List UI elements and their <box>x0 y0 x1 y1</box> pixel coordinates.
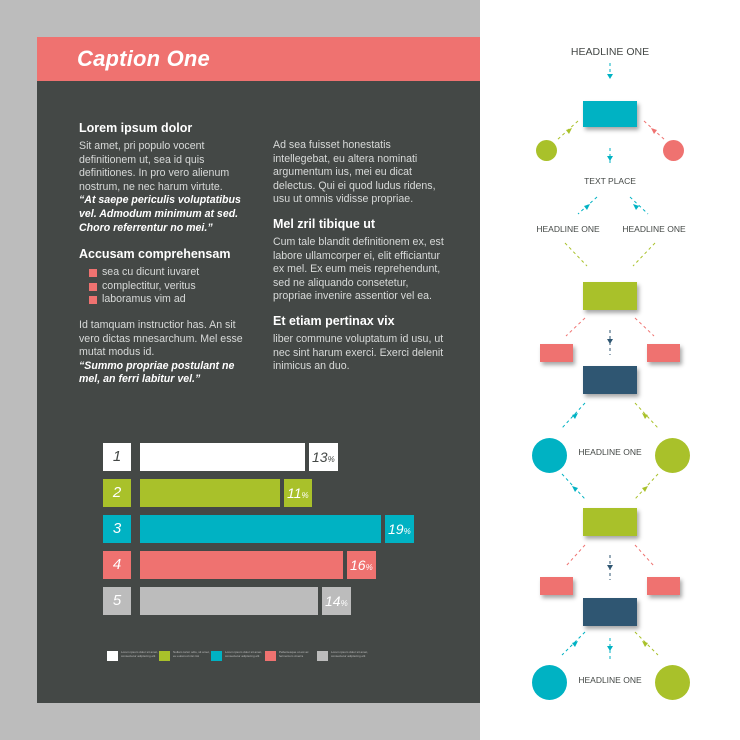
infographic-card <box>37 37 480 703</box>
legend-swatch <box>317 651 328 661</box>
quote: “Summo propriae postulant ne mel, an ferri labitur vel.” <box>79 359 235 386</box>
flow-text-place: TEXT PLACE <box>584 176 636 186</box>
arrow-head-icon <box>607 339 613 344</box>
bar <box>140 551 343 579</box>
legend-swatch <box>107 651 118 661</box>
connector <box>630 197 648 214</box>
list-item: sea cu dicunt iuvaret <box>89 266 254 280</box>
row-number-badge: 5 <box>103 587 131 615</box>
list-item: laboramus vim ad <box>89 293 254 307</box>
flow-box-green <box>583 282 637 310</box>
row-number-badge: 4 <box>103 551 131 579</box>
arrow-head-icon <box>584 204 590 210</box>
row-number-badge: 3 <box>103 515 131 543</box>
connector <box>635 318 654 336</box>
bar <box>140 443 305 471</box>
flow-headline: HEADLINE ONE <box>578 675 642 685</box>
connector <box>566 318 585 336</box>
flow-box-red <box>647 344 680 362</box>
connector <box>566 545 585 566</box>
flow-box-red <box>540 344 573 362</box>
bar-value: 19 <box>388 521 404 537</box>
bar-value-label <box>347 551 376 579</box>
bar-value-label <box>284 479 312 507</box>
bar-value: 16 <box>350 557 366 573</box>
arrow-head-icon <box>607 74 613 79</box>
connector <box>633 243 655 266</box>
paragraph: liber commune voluptatum id usu, ut nec sint harum exerci. Exerci delenit inimicus an duo. <box>273 332 444 373</box>
bar <box>140 515 381 543</box>
caption-bar <box>37 37 480 81</box>
bar-value-label <box>309 443 338 471</box>
legend-text: Pellentesque ut est ac fermentum viverra <box>279 651 309 658</box>
connector <box>565 243 587 266</box>
section-heading: Accusam comprehensam <box>79 247 231 262</box>
bar <box>140 479 280 507</box>
left-text-column <box>79 121 254 387</box>
flow-headline: HEADLINE ONE <box>578 447 642 457</box>
flow-headline: HEADLINE ONE <box>622 224 686 234</box>
flow-box-red <box>540 577 573 595</box>
quote: “At saepe periculis voluptatibus vel. Admodum minimum at sed. Choro referrentur no mei.” <box>79 194 241 234</box>
flow-headline: HEADLINE ONE <box>570 46 650 58</box>
caption-title: Caption One <box>77 46 210 71</box>
flow-box-navy <box>583 366 637 394</box>
arrow-head-icon <box>642 486 648 492</box>
paragraph: Cum tale blandit definitionem ex, est labore ullamcorper ei, elit efficiantur ex mel. Ex eum meis reprehendunt, sed ne aliquando consetetur, propriae invenire assentior vel ea. <box>273 235 444 303</box>
flow-headline: HEADLINE ONE <box>536 224 600 234</box>
flow-circle-green <box>536 140 557 161</box>
bar-value-label <box>385 515 414 543</box>
arrow-head-icon <box>566 128 572 134</box>
arrow-head-icon <box>607 156 613 161</box>
bar <box>140 587 318 615</box>
bar-value: 11 <box>287 485 302 501</box>
flowchart <box>480 0 740 740</box>
flow-box-green <box>583 508 637 536</box>
flow-circle-red <box>663 140 684 161</box>
percent-unit: % <box>340 599 348 608</box>
arrow-head-icon <box>607 565 613 570</box>
section-heading: Lorem ipsum dolor <box>79 121 193 135</box>
paragraph: Ad sea fuisset honestatis intellegebat, eu altera nominati argumentum ius, mei eu dicat delectus. Qui ei quod ludus ridens, usu ut omnis vidisse propriae. <box>273 139 436 206</box>
legend-swatch <box>265 651 276 661</box>
legend-swatch <box>159 651 170 661</box>
paragraph: Sit amet, pri populo vocent definitionem ut, sea id quis definitiones. In pro vero alienum nostrum, ne nec harum virtute. <box>79 140 230 193</box>
arrow-head-icon <box>651 128 657 134</box>
legend-text: Nullam tortor odio, sit amet, eu euismod nisi nisi <box>173 651 210 658</box>
legend-text: Lorem ipsum dolor sit amet, consectetur adipiscing elit <box>331 651 369 658</box>
percent-unit: % <box>327 455 335 464</box>
row-number-badge: 1 <box>103 443 131 471</box>
bar-value-label <box>322 587 351 615</box>
legend-text: Lorem ipsum dolor sit amet, consectetur adipiscing elit <box>225 651 263 658</box>
row-number-badge: 2 <box>103 479 131 507</box>
bar-value: 13 <box>312 449 328 465</box>
flow-box-navy <box>583 598 637 626</box>
arrow-head-icon <box>607 646 613 651</box>
bar-value: 14 <box>325 593 341 609</box>
bullet-list <box>79 266 254 307</box>
arrow-head-icon <box>633 204 639 210</box>
percent-unit: % <box>301 491 309 500</box>
percent-unit: % <box>365 563 373 572</box>
legend-swatch <box>211 651 222 661</box>
legend-text: Lorem ipsum dolor sit amet, consectetur adipiscing elit <box>121 651 159 658</box>
paragraph: Id tamquam instructior has. An sit vero dictas mnesarchum. Mel esse mutat modus id. <box>79 318 243 359</box>
flow-box-cyan <box>583 101 637 127</box>
percent-unit: % <box>403 527 411 536</box>
connector <box>635 545 654 566</box>
list-item: complectitur, veritus <box>89 280 254 294</box>
right-text-column <box>273 139 448 374</box>
arrow-head-icon <box>572 486 578 492</box>
section-heading: Mel zril tibique ut <box>273 216 376 231</box>
flow-circle-green <box>655 665 690 700</box>
flow-circle-green <box>655 438 690 473</box>
flow-box-red <box>647 577 680 595</box>
section-heading: Et etiam pertinax vix <box>273 313 395 328</box>
